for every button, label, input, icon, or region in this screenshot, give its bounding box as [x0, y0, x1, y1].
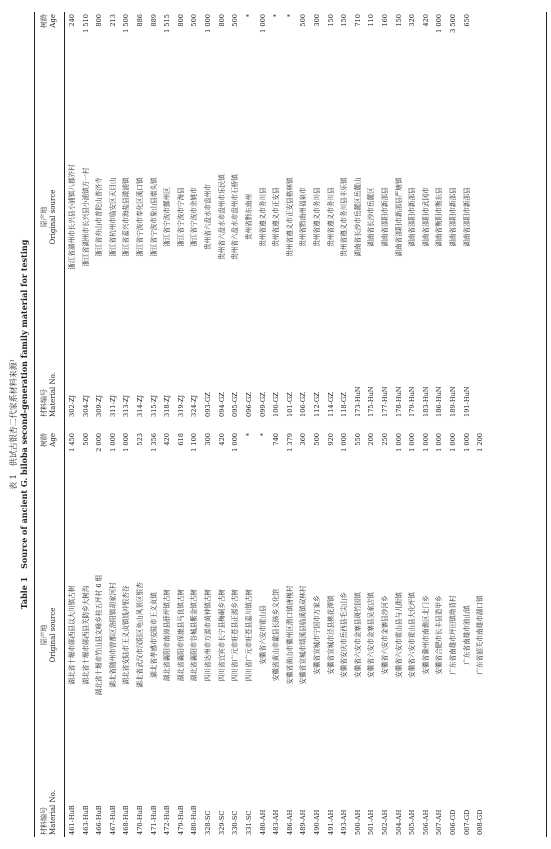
tree-age: 110: [367, 14, 376, 27]
table-row: [284, 12, 298, 419]
material-no: 463-HuB: [81, 805, 90, 835]
original-source: 湖北省襄阳市南漳县薛坪镇古树: [163, 588, 172, 682]
tree-age: 1 000: [435, 14, 444, 33]
table-row: [379, 12, 393, 419]
table-row: [120, 431, 134, 837]
table-row: [338, 431, 352, 837]
table-row: [216, 431, 230, 837]
table-row: [93, 12, 107, 419]
table-row: [379, 431, 393, 837]
tree-age: 360: [299, 433, 308, 446]
material-no: 466-HuB: [95, 805, 104, 835]
table-row: [352, 12, 366, 419]
original-source: 四川省达州市万源市黄钟镇古树: [204, 588, 213, 682]
tree-age: 1 000: [108, 433, 117, 452]
original-source: 安徽省滁州市南谯区北门乡: [421, 595, 430, 675]
header-id-cn: 材料编号: [40, 389, 48, 417]
table-row: [229, 12, 243, 419]
header-id-en: Material No.: [49, 790, 57, 835]
original-source: 湖北省安陆市王义贞镇钱冲银杏谷: [122, 585, 131, 685]
table-row: [311, 12, 325, 419]
table-row: [243, 431, 257, 837]
material-no: 175-HuN: [367, 386, 376, 417]
header-age-cn: 树龄: [40, 433, 48, 447]
tree-age: 500: [190, 14, 199, 27]
table-row: [134, 12, 148, 419]
original-source: 四川省广元市旺苍县嘉川镇古树: [244, 588, 253, 682]
material-no: 099-GZ: [258, 392, 267, 417]
tree-age: 920: [326, 433, 335, 446]
header-id-en: Material No.: [49, 372, 57, 417]
header-src-cn: 原产地: [40, 206, 48, 228]
tree-age: 420: [421, 14, 430, 27]
left-rows: [66, 431, 488, 837]
material-no: 467-HuB: [108, 805, 117, 835]
material-no: 471-HuB: [149, 805, 158, 835]
original-source: 浙江省宁波市象山县墙头镇: [149, 177, 158, 257]
material-no: 008-GD: [476, 809, 485, 835]
table-row: [365, 12, 379, 419]
table-row: [107, 431, 121, 837]
original-source: 安徽省六安市霍山县大化坪镇: [408, 592, 417, 678]
table-row: [284, 431, 298, 837]
material-no: 304-ZJ: [81, 394, 90, 417]
material-no: 096-GZ: [244, 392, 253, 417]
material-no: 491-AH: [326, 809, 335, 835]
tree-age: *: [272, 14, 281, 18]
right-rows: [66, 12, 474, 419]
original-source: 湖南省邵阳市新邵县: [381, 187, 390, 247]
original-source: 浙江省嘉兴市海盐县澉浦镇: [122, 177, 131, 257]
original-source: 浙江省杭州市临安区天目山: [108, 177, 117, 257]
header-age-cn: 树龄: [40, 14, 48, 28]
tree-age: 1 000: [122, 433, 131, 452]
header-id-cn: 材料编号: [40, 807, 48, 835]
table-caption-cn: 表 1 供试古银杏二代家系材料来源¹: [9, 359, 18, 490]
tree-age: 300: [312, 14, 321, 27]
tree-age: 240: [68, 14, 76, 27]
tree-age: 250: [381, 433, 390, 446]
table-row: [107, 12, 121, 419]
material-no: 173-HuN: [353, 386, 362, 417]
table-row: [229, 431, 243, 837]
table-row: [270, 12, 284, 419]
material-no: 324-ZJ: [190, 394, 199, 417]
original-source: 浙江省湖州市长兴县小浦镇方一村: [81, 167, 90, 267]
tree-age: 1 000: [204, 14, 213, 33]
table-row: [188, 12, 202, 419]
material-no: 314-ZJ: [136, 394, 145, 417]
material-no: 500-AH: [353, 809, 362, 835]
table-row: [297, 12, 311, 419]
original-source: 湖北省武汉市汉阳区龟山风景区银杏: [136, 582, 145, 688]
table-row: [93, 431, 107, 837]
table-row: [433, 12, 447, 419]
tree-age: 1 000: [449, 433, 458, 452]
material-no: 093-GZ: [204, 392, 213, 417]
tree-age: 650: [462, 14, 471, 27]
original-source: 湖北省十堰市郧西县关防乡大树沟: [81, 585, 90, 685]
tree-age: *: [244, 14, 253, 18]
original-source: 四川省宜宾市长宁县梅硐乡古树: [217, 588, 226, 682]
header-src-cn: 原产地: [40, 624, 48, 646]
original-source: 安徽省黄山市徽州区潜口镇唐模村: [285, 585, 294, 685]
table-row: [447, 12, 461, 419]
table-row: [338, 12, 352, 419]
table-row: [447, 431, 461, 837]
header-src-en: Original source: [49, 189, 57, 245]
tree-age: 320: [408, 14, 417, 27]
table-row: [406, 431, 420, 837]
material-no: 106-GZ: [299, 392, 308, 417]
tree-age: 550: [353, 433, 362, 446]
material-no: 179-HuN: [408, 386, 417, 417]
table-row: [461, 431, 475, 837]
original-source: 湖北省襄阳市保康县马良镇古树: [176, 588, 185, 682]
table-caption-en: Table 1 Source of ancient G. biloba second-generation family material for testing: [19, 239, 29, 610]
tree-age: 500: [81, 433, 90, 446]
tree-age: 800: [217, 14, 226, 27]
material-no: 328-SC: [204, 810, 213, 835]
material-no: 094-GZ: [217, 392, 226, 417]
material-no: 318-ZJ: [163, 394, 172, 417]
material-no: 007-GD: [462, 809, 471, 835]
original-source: 浙江省舟山市普陀山普济寺: [95, 177, 104, 257]
table-row: [311, 431, 325, 837]
table-row: [120, 12, 134, 419]
table-row: [325, 12, 339, 419]
original-source: 贵州省遵义市务川县: [312, 187, 321, 247]
table-row: [433, 431, 447, 837]
original-source: 浙江省湖州市长兴县小浦镇八都岕村: [68, 164, 76, 270]
material-no: 504-AH: [394, 809, 403, 835]
material-no: 480-HuB: [190, 805, 199, 835]
original-source: 浙江省宁波市余姚市: [190, 187, 199, 247]
table-row: [393, 431, 407, 837]
table-row: [461, 12, 475, 419]
original-source: 安徽省六安市霍山县与儿街镇: [394, 592, 403, 678]
material-no: 177-HuN: [381, 386, 390, 417]
material-no: 189-HuN: [449, 386, 458, 417]
original-source: 安徽省宣城市宁国市万家乡: [312, 595, 321, 675]
material-no: 006-GD: [449, 809, 458, 835]
tree-age: 1 000: [435, 433, 444, 452]
original-source: 湖南省邵阳市新邵县: [449, 187, 458, 247]
tree-age: 1 356: [149, 433, 158, 452]
original-source: 湖南省邵阳市新邵县: [408, 187, 417, 247]
material-no: 506-AH: [421, 809, 430, 835]
original-source: 湖南省邵阳市新邵县: [462, 187, 471, 247]
material-no: 095-GZ: [231, 392, 240, 417]
original-source: 安徽省六安市金寨县斑竹园镇: [353, 592, 362, 678]
original-source: 贵州省六盘水市盘州市乐民镇: [217, 174, 226, 260]
material-no: 309-ZJ: [95, 394, 104, 417]
tree-age: 3 500: [449, 14, 458, 33]
table-row: [474, 431, 488, 837]
tree-age: 889: [149, 14, 158, 27]
original-source: 安徽省六安市金寨县沙河乡: [381, 595, 390, 675]
table-row: [420, 431, 434, 837]
table-row: [420, 12, 434, 419]
tree-age: 420: [217, 433, 226, 446]
tree-age: 1 100: [190, 433, 199, 452]
original-source: 贵州省遵义市务川县丰乐镇: [340, 177, 349, 257]
material-no: 178-HuN: [394, 386, 403, 417]
material-no: 493-AH: [340, 809, 349, 835]
table-row: [393, 12, 407, 419]
tree-age: 150: [340, 14, 349, 27]
right-header: [34, 12, 64, 419]
material-no: 100-GZ: [272, 392, 281, 417]
material-no: 191-HuN: [462, 386, 471, 417]
table-row: [175, 12, 189, 419]
table-row: [406, 12, 420, 419]
tree-age: *: [258, 433, 267, 437]
original-source: 贵州省遵义市正安县格林镇: [285, 177, 294, 257]
tree-age: 1 450: [68, 433, 76, 452]
original-source: 湖北省襄阳市谷城县紫金镇古树: [190, 588, 199, 682]
tree-age: 150: [394, 14, 403, 27]
original-source: 广东省韶关市南雄市湖口镇: [476, 595, 485, 675]
table-row: [352, 431, 366, 837]
table-row: [257, 12, 271, 419]
tree-age: 1 200: [476, 433, 485, 452]
original-source: 广东省南雄市油山镇: [462, 605, 471, 665]
material-no: 101-GZ: [285, 392, 294, 417]
tree-age: 1 000: [394, 433, 403, 452]
material-no: 470-HuB: [136, 805, 145, 835]
material-no: 483-AH: [272, 809, 281, 835]
material-no: 486-AH: [285, 809, 294, 835]
table-row: [66, 431, 80, 837]
original-source: 贵州省六盘水市盘州市: [204, 184, 213, 250]
material-no: 319-ZJ: [176, 394, 185, 417]
table-row: [325, 431, 339, 837]
original-source: 安徽省宣城市绩溪县临溪镇双林村: [299, 585, 308, 685]
tree-age: 800: [95, 14, 104, 27]
tree-age: 523: [136, 433, 145, 446]
header-age-en: Age: [49, 14, 57, 28]
tree-age: *: [244, 433, 253, 437]
original-source: 贵州省遵义市务川县: [258, 187, 267, 247]
tree-age: 1 000: [340, 433, 349, 452]
material-no: 507-AH: [435, 809, 444, 835]
material-no: 112-GZ: [312, 392, 321, 417]
original-source: 湖南省邵阳市武冈市: [421, 187, 430, 247]
original-source: 湖南省长沙市岳麓区岳麓山: [353, 177, 362, 257]
tree-age: 1 500: [122, 14, 131, 33]
original-source: 贵州省黔南州福泉市: [299, 187, 308, 247]
table-row: [175, 431, 189, 837]
table-row: [80, 431, 94, 837]
material-no: 330-SC: [231, 810, 240, 835]
original-source: 安徽省黄山市歙县长陔乡文化馆: [272, 588, 281, 682]
right-table-half: [34, 12, 546, 419]
tree-age: 200: [367, 433, 376, 446]
original-source: 浙江省宁波市宁海县: [176, 187, 185, 247]
material-no: 468-HuB: [122, 805, 131, 835]
tree-age: 1 379: [285, 433, 294, 452]
material-no: 472-HuB: [163, 805, 172, 835]
table-row: [161, 12, 175, 419]
original-source: 浙江省宁波市鄞州区: [163, 187, 172, 247]
tree-age: 740: [272, 433, 281, 446]
original-source: 安徽省宣城市泾县桃花潭镇: [326, 595, 335, 675]
original-source: 湖南省长沙市岳麓区: [367, 187, 376, 247]
tree-age: 500: [299, 14, 308, 27]
original-source: 广东省南雄市坪田镇坳背村: [449, 595, 458, 675]
tree-age: 160: [381, 14, 390, 27]
material-no: 118-GZ: [340, 392, 349, 417]
material-no: 490-AH: [312, 809, 321, 835]
tree-age: 1 000: [421, 433, 430, 452]
table-row: [134, 431, 148, 837]
table-row: [161, 431, 175, 837]
original-source: 安徽省合肥市长丰县造甲乡: [435, 595, 444, 675]
table-row: [257, 431, 271, 837]
header-src-en: Original source: [49, 607, 57, 663]
left-table-half: [34, 431, 546, 837]
original-source: 贵州省遵义市务川县: [326, 187, 335, 247]
table-row: [270, 431, 284, 837]
tree-age: *: [285, 14, 294, 18]
original-source: 贵州省遵义市正安县: [272, 187, 281, 247]
tree-age: 1 510: [81, 14, 90, 33]
material-no: 311-ZJ: [108, 394, 117, 417]
material-no: 501-AH: [367, 809, 376, 835]
original-source: 湖北省十堰市郧西县以大川镇古树: [68, 585, 76, 685]
original-source: 湖南省衡阳市衡东县: [435, 187, 444, 247]
tree-age: 800: [176, 14, 185, 27]
material-no: 313-ZJ: [122, 394, 131, 417]
table-row: [148, 431, 162, 837]
material-no: 302-ZJ: [68, 394, 76, 417]
original-source: 贵州省黔东南州: [244, 193, 253, 241]
table-row: [243, 12, 257, 419]
original-source: 湖南省邵阳市新邵县严塘镇: [394, 177, 403, 257]
tree-age: 1 000: [462, 433, 471, 452]
original-source: 湖北省随州市曾都区洛阳镇胡家河村: [108, 582, 117, 688]
tree-age: 500: [312, 433, 321, 446]
tree-age: 213: [108, 14, 117, 27]
table-row: [80, 12, 94, 419]
original-source: 安徽省六安市霍山县: [258, 605, 267, 665]
tree-age: 618: [176, 433, 185, 446]
material-no: 186-HuN: [435, 386, 444, 417]
material-no: 114-GZ: [326, 392, 335, 417]
material-no: 331-SC: [244, 810, 253, 835]
original-source: 安徽省六安市金寨县吴家店镇: [367, 592, 376, 678]
table-row: [66, 12, 80, 419]
material-no: 480-AH: [258, 809, 267, 835]
left-header: [34, 431, 64, 837]
material-no: 329-SC: [217, 810, 226, 835]
bottom-rule: [546, 12, 547, 837]
table-row: [188, 431, 202, 837]
tree-age: 886: [136, 14, 145, 27]
original-source: 四川省广元市旺苍县正源乡古树: [231, 588, 240, 682]
tree-age: 420: [163, 433, 172, 446]
material-no: 315-ZJ: [149, 394, 158, 417]
table-row: [148, 12, 162, 419]
tree-age: 1 000: [231, 433, 240, 452]
tree-age: 500: [231, 14, 240, 27]
tree-age: 1 000: [408, 433, 417, 452]
tree-age: 300: [204, 433, 213, 446]
table-row: [365, 431, 379, 837]
tree-age: 1 000: [258, 14, 267, 33]
material-no: 489-AH: [299, 809, 308, 835]
material-no: 461-HuB: [68, 805, 76, 835]
material-no: 183-HuN: [421, 386, 430, 417]
tree-age: 2 000: [95, 433, 104, 452]
table-row: [202, 431, 216, 837]
header-age-en: Age: [49, 433, 57, 447]
table-row: [297, 431, 311, 837]
table-row: [202, 12, 216, 419]
tree-age: 150: [326, 14, 335, 27]
tree-age: 1 515: [163, 14, 172, 33]
material-no: 502-AH: [381, 809, 390, 835]
material-no: 505-AH: [408, 809, 417, 835]
original-source: 安徽省安庆市岳西县毛尖山乡: [340, 592, 349, 678]
table-row: [216, 12, 230, 419]
tree-age: 710: [353, 14, 362, 27]
original-source: 湖北省十堰市竹山县文峰乡桂五坪村 6 组: [95, 574, 104, 696]
material-no: 479-HuB: [176, 805, 185, 835]
original-source: 湖北省孝感市安陆市王义贞镇: [149, 592, 158, 678]
original-source: 浙江省宁波市奉化区溪口镇: [136, 177, 145, 257]
original-source: 贵州省六盘水市盘州市石桥镇: [231, 174, 240, 260]
